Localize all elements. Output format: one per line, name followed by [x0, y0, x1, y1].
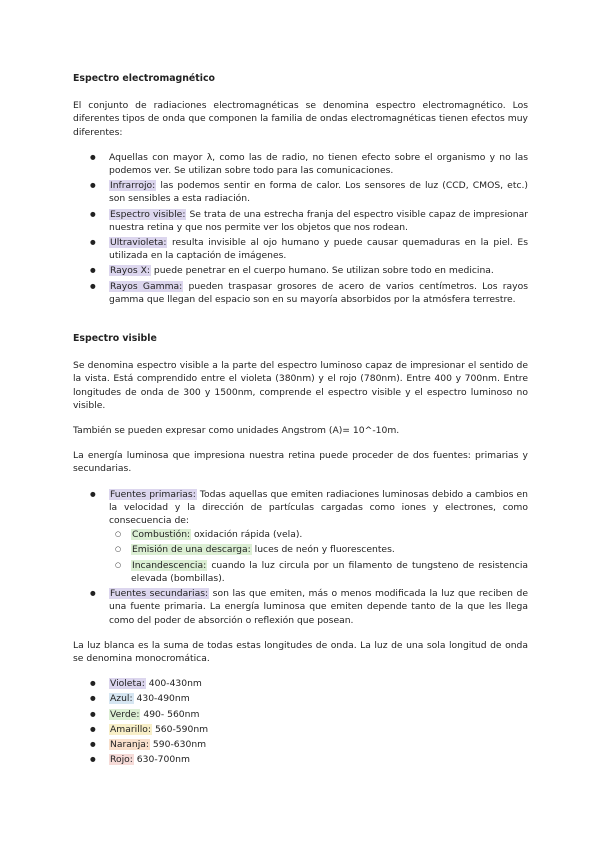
highlight-term: Espectro visible:: [110, 208, 186, 220]
list-item: [109, 264, 528, 277]
color-list-item: [109, 708, 528, 721]
item-text: son las que emiten, más o menos modificada la luz que reciben de una fuente primaria. La energía luminosa que emiten depende tanto de la que les llega como del poder de absorción o reflexión que posean.: [109, 588, 528, 626]
item-text: cuando la luz circula por un filamento de tungsteno de resistencia elevada (bombillas).: [131, 559, 528, 584]
document-page: [73, 72, 528, 778]
sub-list-item: [131, 543, 528, 556]
item-text: 590-630nm: [150, 738, 207, 750]
highlight-term: Infrarrojo:: [110, 180, 156, 192]
white-light-paragraph: La luz blanca es la suma de todas estas longitudes de onda. La luz de una sola longitud de onda se denomina monocromática.: [73, 639, 528, 664]
item-text: 400-430nm: [145, 678, 202, 690]
sub-list-item: [131, 528, 528, 541]
highlight-term: Rayos X:: [110, 265, 150, 277]
item-text: 560-590nm: [152, 723, 209, 735]
visible-spectrum-paragraph: Se denomina espectro visible a la parte del espectro luminoso capaz de impresionar el sentido de la vista. Está comprendido entre el violeta (380nm) y el rojo (780nm). Entre 400 y 700nm. Entre longitudes de onda de 300 y 1500nm, comprende el espectro visible y el espectro luminoso no visible.: [73, 360, 528, 411]
color-list-item: [109, 723, 528, 736]
highlight-term: Fuentes primarias:: [110, 488, 196, 500]
item-text: 430-490nm: [133, 693, 190, 705]
item-text: Se trata de una estrecha franja del espectro visible capaz de impresionar nuestra retina y que nos permite ver los objetos que nos rodean.: [109, 208, 528, 233]
radiation-list: [73, 151, 528, 306]
item-text: Todas aquellas que emiten radiaciones luminosas debido a cambios en la velocidad y la dirección de partículas cargadas como iones y electrones, como consecuencia de:: [109, 488, 528, 527]
highlight-term: Incandescencia:: [132, 559, 207, 571]
highlight-term: Rayos Gamma:: [110, 280, 183, 292]
section-title-espectro-electromagnetico: Espectro electromagnético: [73, 73, 215, 84]
wavelength-color-list: [73, 677, 528, 766]
highlight-term: Amarillo:: [110, 723, 152, 735]
section-title-espectro-visible: Espectro visible: [73, 333, 157, 345]
primary-sources-sublist: [109, 528, 528, 585]
color-list-item: [109, 677, 528, 690]
highlight-term: Azul:: [110, 693, 133, 705]
highlight-term: Fuentes secundarias:: [110, 588, 209, 600]
item-text: puede penetrar en el cuerpo humano. Se utilizan sobre todo en medicina.: [150, 265, 494, 277]
list-item: [109, 236, 528, 262]
item-text: 490- 560nm: [140, 708, 200, 720]
highlight-term: Naranja:: [110, 738, 150, 750]
list-item-primary-sources: [109, 488, 528, 585]
energy-sources-paragraph: La energía luminosa que impresiona nuestra retina puede proceder de dos fuentes: primarias y secundarias.: [73, 450, 528, 475]
highlight-term: Emisión de una descarga:: [132, 544, 251, 556]
item-text: pueden traspasar grosores de acero de varios centímetros. Los rayos gamma que llegan del espacio son en su mayoría absorbidos por la atmósfera terrestre.: [109, 280, 528, 305]
angstrom-paragraph: También se pueden expresar como unidades Angstrom (A)= 10^-10m.: [73, 425, 400, 437]
item-text: 630-700nm: [133, 754, 190, 766]
color-list-item: [109, 753, 528, 766]
list-item: [109, 151, 528, 177]
list-item-secondary-sources: [109, 587, 528, 627]
item-text: luces de neón y fluorescentes.: [251, 544, 395, 556]
highlight-term: Combustión:: [132, 529, 191, 541]
intro-paragraph: El conjunto de radiaciones electromagnéticas se denomina espectro electromagnético. Los diferentes tipos de onda que componen la familia de ondas electromagnéticas tienen efectos muy diferentes:: [73, 100, 528, 138]
color-list-item: [109, 738, 528, 751]
highlight-term: Violeta:: [110, 678, 145, 690]
item-text: las podemos sentir en forma de calor. Los sensores de luz (CCD, CMOS, etc.) son sensibles a esta radiación.: [109, 180, 528, 205]
sub-list-item: [131, 559, 528, 585]
highlight-term: Ultravioleta:: [110, 237, 167, 249]
item-text: Aquellas con mayor λ, como las de radio, no tienen efecto sobre el organismo y no las podemos ver. Se utilizan sobre todo para las comunicaciones.: [109, 151, 528, 177]
item-text: oxidación rápida (vela).: [191, 529, 303, 541]
list-item: [109, 208, 528, 234]
list-item: [109, 179, 528, 205]
list-item: [109, 280, 528, 306]
sources-list: [73, 488, 528, 627]
highlight-term: Rojo:: [110, 754, 133, 766]
highlight-term: Verde:: [110, 708, 140, 720]
item-text: resulta invisible al ojo humano y puede causar quemaduras en la piel. Es utilizada en la captación de imágenes.: [109, 237, 528, 262]
color-list-item: [109, 692, 528, 705]
